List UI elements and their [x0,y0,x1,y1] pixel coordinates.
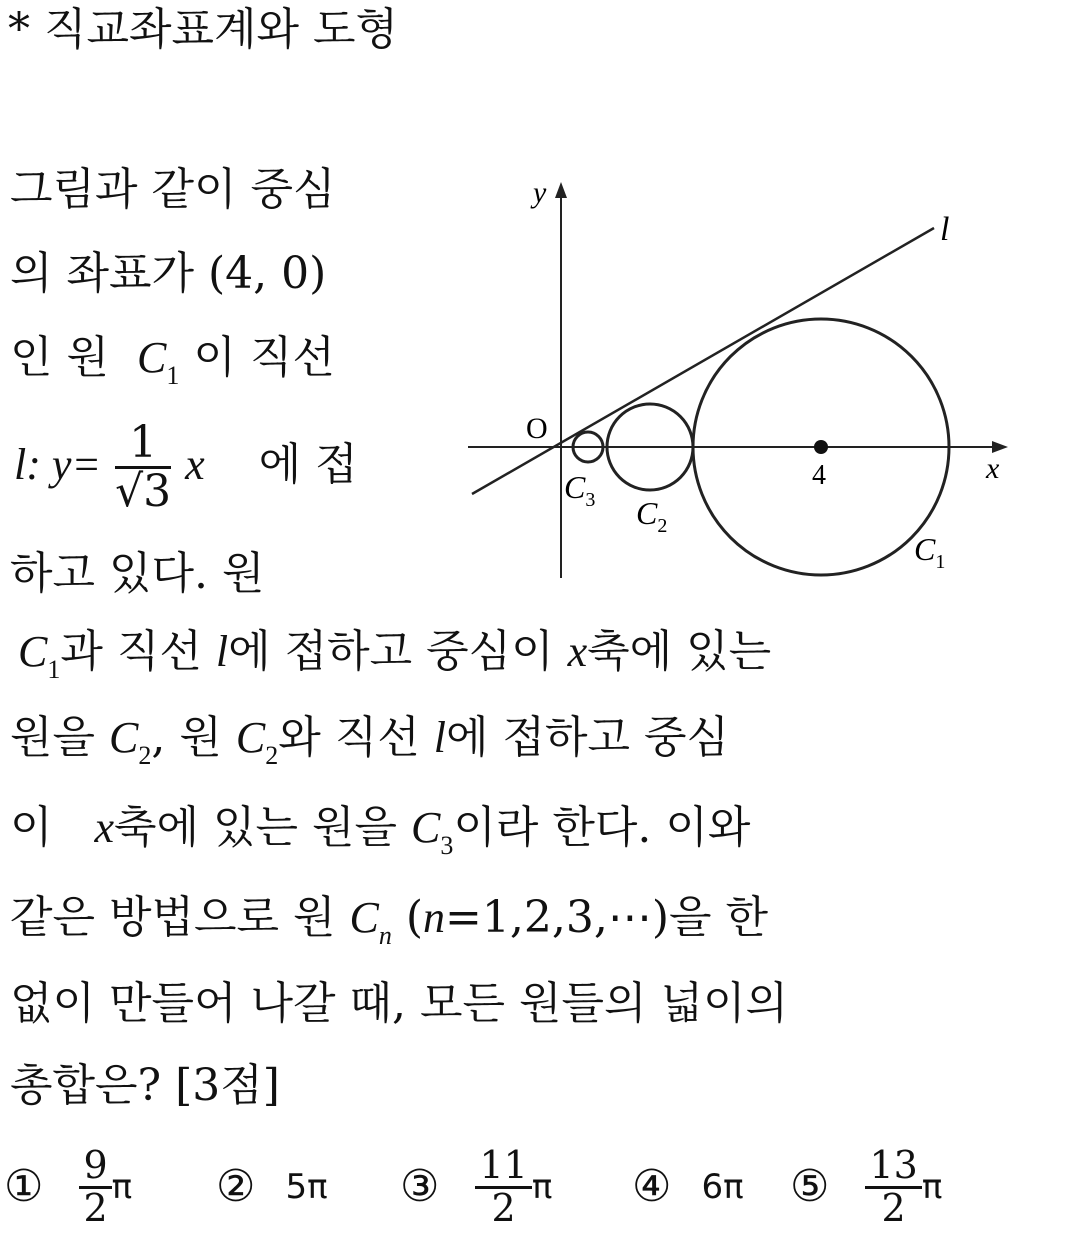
problem-line-11: 총합은? [3점] [10,1060,280,1111]
equation-prefix: l: y= [14,440,102,490]
c2-label [636,495,667,537]
choice-value: 5π [285,1167,328,1208]
problem-line-1: 그림과 같이 중심 [10,164,336,215]
problem-text: 와 직선 [278,712,420,763]
problem-text: 축에 있는 원을 [114,802,398,853]
circle-c3-symbol: C [411,803,441,852]
circle-c3-subscript: 3 [440,831,454,860]
c2-label-name: C [636,495,658,531]
y-axis-arrow [555,182,567,198]
page-title: * 직교좌표계와 도형 [8,4,399,55]
pi-symbol: π [111,1167,133,1208]
fraction-denominator: 2 [881,1185,906,1230]
c3-label-name: C [564,469,586,505]
circle-c1-symbol: C [136,333,167,382]
problem-text: , 원 [151,712,222,763]
tick-label-4: 4 [812,460,826,491]
fraction-denominator: √3 [115,466,172,518]
c2-label-sub: 2 [657,515,668,537]
problem-text: 원을 [10,712,96,763]
circle-c2-symbol: C [235,713,266,762]
y-axis-label: y [533,176,547,209]
circle-cn-subscript: n [378,921,392,950]
problem-line-2: 의 좌표가 (4, 0) [10,248,327,299]
problem-text: 이 직선 [193,332,335,383]
choice-mark: ② [216,1161,256,1213]
circle-c2-subscript: 2 [138,741,152,770]
choice-mark: ① [4,1161,44,1213]
center-point [814,440,828,454]
choice-value: 6π [701,1167,744,1208]
c1-label-name: C [914,531,936,567]
problem-text: 축에 있는 [587,626,772,677]
line-l-symbol: l [215,627,229,676]
problem-text: ( [405,892,424,943]
line-l-symbol: l [433,713,446,762]
choice-mark: ③ [400,1161,440,1213]
tangent-line-l [472,228,934,494]
c1-label-sub: 1 [935,551,946,573]
equation-variable: x [185,440,205,490]
c1-label [914,531,945,573]
circle-c1-subscript: 1 [47,655,61,684]
origin-label: O [526,412,548,445]
circle-c1-symbol: C [18,627,48,676]
problem-line-5: 하고 있다. 원 [10,548,265,599]
choice-mark: ⑤ [790,1161,830,1213]
choice-mark: ④ [632,1161,672,1213]
problem-text: 에 접하고 중심이 [228,626,554,677]
problem-text: 에 접 [258,439,358,491]
pi-symbol: π [531,1167,553,1208]
problem-text: 인 원 [10,332,109,383]
circle-c2-subscript: 2 [265,741,279,770]
x-axis-label: x [986,452,1000,485]
fraction-numerator: 9 [79,1146,111,1189]
fraction-denominator: 2 [491,1185,516,1230]
problem-text: 이라 한다. 이와 [453,802,751,853]
x-axis-symbol: x [94,803,115,852]
fraction-numerator: 1 [115,420,171,469]
line-label: l [940,211,950,248]
circle-cn-symbol: C [349,893,379,942]
fraction-numerator: 11 [475,1146,531,1189]
n-variable: n [423,893,446,942]
problem-text: 과 직선 [60,626,202,677]
pi-symbol: π [921,1167,943,1208]
problem-text: 에 접하고 중심 [445,712,729,763]
problem-line-10: 없이 만들어 나갈 때, 모든 원들의 넓이의 [10,978,788,1029]
circle-c1-subscript: 1 [166,361,180,390]
fraction-numerator: 13 [865,1146,921,1189]
problem-text: 이 [10,802,53,853]
x-axis-symbol: x [567,627,588,676]
circle-c2-symbol: C [109,713,139,762]
c3-label-sub: 3 [585,489,596,511]
problem-text: 같은 방법으로 원 [10,892,336,943]
problem-text: =1,2,3,⋯)을 한 [445,892,768,943]
fraction-denominator: 2 [83,1185,108,1230]
c3-label [564,469,595,511]
